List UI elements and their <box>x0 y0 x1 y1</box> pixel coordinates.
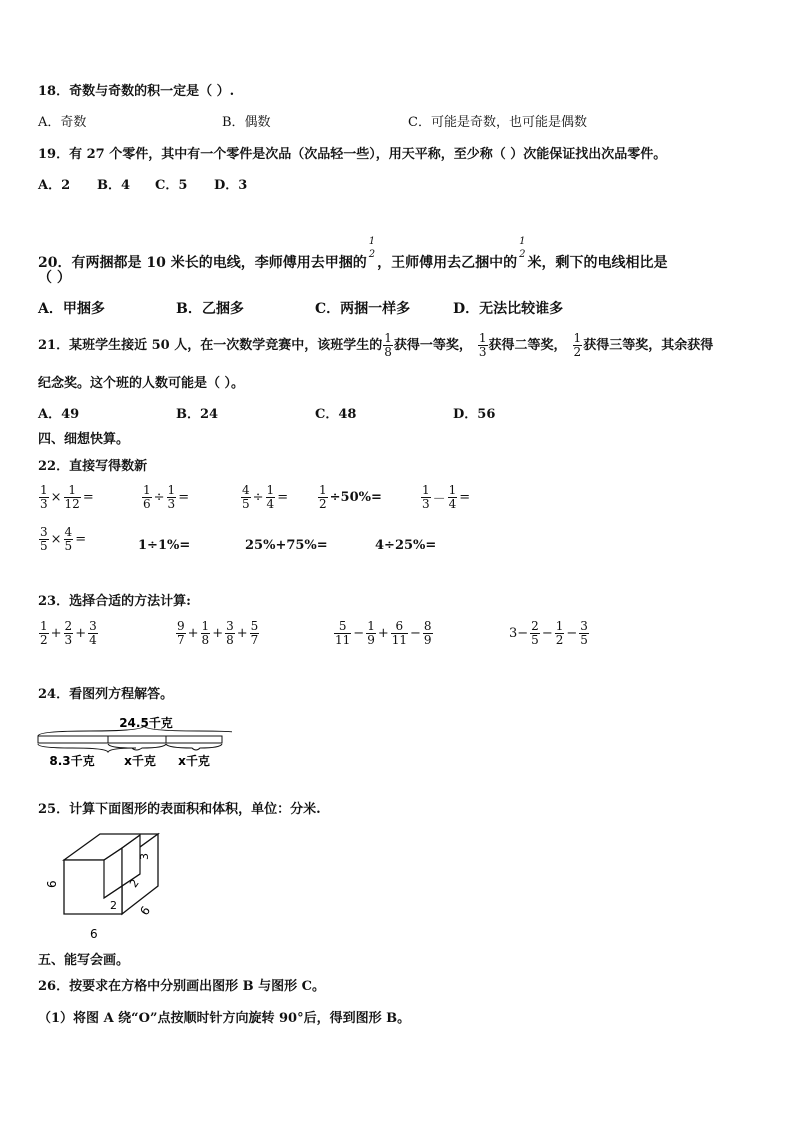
fraction: $\frac{2}{5}$ <box>531 619 539 647</box>
q24-bottom-brace-3 <box>166 744 222 750</box>
section-4-heading: 四、细想快算。 <box>38 432 130 447</box>
q20-text-1: 20．有两捆都是 10 米长的电线，李师傅用去甲捆的 <box>38 255 367 271</box>
fraction: $\frac{5}{7}$ <box>250 619 259 647</box>
q25-cut-h-label: 3 <box>138 853 151 860</box>
q20-option-d: D．无法比较谁多 <box>453 301 564 317</box>
q21-line2: 纪念奖。这个班的人数可能是（ ）。 <box>38 376 245 391</box>
q21-fraction-3: $\frac{1}{2}$ <box>573 331 582 359</box>
q22-expr-2: $\frac{1}{6}$ ÷ $\frac{1}{3}$ = <box>143 483 190 511</box>
q24-stem: 24．看图列方程解答。 <box>38 687 174 702</box>
q20-text-2: ，王师傅用去乙捆中的 <box>377 255 518 271</box>
q22-expr-8: 25%+75%= <box>245 538 328 553</box>
fraction: $\frac{1}{9}$ <box>367 619 375 647</box>
q23-stem: 23．选择合适的方法计算: <box>38 594 191 609</box>
q20-paren: （ ） <box>38 270 71 286</box>
operator: + <box>377 626 389 641</box>
q24-bar <box>38 736 222 743</box>
q24-seg2-label: x千克 <box>124 754 156 768</box>
q21-text-4: 获得三等奖，其余获得 <box>583 338 714 353</box>
q21-text-3: 获得二等奖， <box>488 338 567 353</box>
q21-fraction-2: $\frac{1}{3}$ <box>478 331 487 359</box>
q23-expr-1 <box>38 620 99 647</box>
operator: − <box>353 626 365 641</box>
operator: + <box>236 626 248 641</box>
q25-stem: 25．计算下面图形的表面积和体积，单位：分米. <box>38 802 321 817</box>
operator: − <box>566 626 578 641</box>
q24-total-label: 24.5千克 <box>119 716 173 730</box>
q25-height-label: 6 <box>45 880 59 888</box>
q18-option-a: A．奇数 <box>38 115 87 130</box>
q18-option-c: C．可能是奇数，也可能是偶数 <box>408 115 587 130</box>
q20-stem <box>38 235 667 271</box>
operator: + <box>50 626 62 641</box>
operator: − <box>541 626 553 641</box>
q24-seg1-label: 8.3千克 <box>49 754 95 768</box>
section-5-heading: 五、能写会画。 <box>38 953 130 968</box>
q25-cut-w-label: 2 <box>110 899 117 912</box>
q25-width-label: 6 <box>90 927 98 941</box>
q19-option-d: D．3 <box>214 178 248 193</box>
operator: + <box>75 626 87 641</box>
fraction: $\frac{1}{2}$ <box>40 619 48 647</box>
q18-option-b: B．偶数 <box>222 115 271 130</box>
q25-depth-label: 6 <box>137 903 154 919</box>
q19-option-b: B．4 <box>97 178 131 193</box>
q22-stem: 22．直接写得数新 <box>38 459 148 474</box>
q18-stem: 18．奇数与奇数的积一定是（ ）. <box>38 84 235 99</box>
q21-text-2: 获得一等奖， <box>393 338 472 353</box>
q21-option-c: C．48 <box>315 407 357 422</box>
q20-text-3: 米，剩下的电线相比是 <box>527 255 668 271</box>
q23-expr-4: 3− $\frac{2}{5}$ − $\frac{1}{2}$ − $\frac{3}{5}$ <box>509 619 588 647</box>
q20-fraction-2: 1 2 <box>519 236 526 260</box>
q21-option-a: A．49 <box>38 407 80 422</box>
fraction: $\frac{5}{11}$ <box>335 619 351 647</box>
q24-seg3-label: x千克 <box>178 754 210 768</box>
q20-option-a: A．甲捆多 <box>38 301 105 317</box>
fraction: $\frac{2}{3}$ <box>64 619 73 647</box>
q24-line-diagram <box>32 710 232 774</box>
q25-cube-figure <box>40 826 170 946</box>
q25-cut-d-label: 2 <box>127 876 142 891</box>
fraction: $\frac{1}{2}$ <box>555 619 564 647</box>
q26-stem: 26．按要求在方格中分别画出图形 B 与图形 C。 <box>38 979 326 994</box>
q19-option-c: C．5 <box>155 178 188 193</box>
q22-expr-5: $\frac{1}{3}$ － $\frac{1}{4}$ = <box>422 483 471 511</box>
q20-option-c: C．两捆一样多 <box>315 301 411 317</box>
fraction: $\frac{3}{4}$ <box>89 619 97 647</box>
operator: − <box>410 626 421 641</box>
q20-option-b: B．乙捆多 <box>176 301 244 317</box>
q21-option-b: B．24 <box>176 407 219 422</box>
q21-text-1: 21．某班学生接近 50 人，在一次数学竞赛中，该班学生的 <box>38 338 383 353</box>
fraction: $\frac{9}{7}$ <box>177 619 185 647</box>
q21-option-d: D．56 <box>453 407 496 422</box>
q22-expr-3: $\frac{4}{5}$ ÷ $\frac{1}{4}$ = <box>242 483 289 511</box>
q19-stem: 19．有 27 个零件，其中有一个零件是次品（次品轻一些），用天平称，至少称（ ）次能保证找出次品零件。 <box>38 147 667 162</box>
q23-expr-2 <box>175 620 260 647</box>
q26-sub1: （1）将图 A 绕“O”点按顺时针方向旋转 90°后，得到图形 B。 <box>38 1011 411 1026</box>
fraction: $\frac{1}{8}$ <box>201 619 210 647</box>
q21-stem <box>38 332 713 359</box>
q22-expr-7: 1÷1%= <box>138 538 191 553</box>
q22-expr-9: 4÷25%= <box>375 538 437 553</box>
q23-expr-3 <box>333 620 434 647</box>
fraction: $\frac{3}{8}$ <box>226 619 234 647</box>
fraction: $\frac{6}{11}$ <box>391 619 408 647</box>
q22-expr-1: $\frac{1}{3}$ × $\frac{1}{12}$ = <box>40 483 94 511</box>
q22-expr-6: $\frac{3}{5}$ × $\frac{4}{5}$ = <box>40 525 87 553</box>
fraction: $\frac{3}{5}$ <box>580 619 588 647</box>
operator: + <box>187 626 199 641</box>
q19-option-a: A．2 <box>38 178 71 193</box>
operator: + <box>212 626 224 641</box>
q20-fraction-1: 1 2 <box>368 236 376 260</box>
q22-expr-4: $\frac{1}{2}$ ÷50%= <box>319 483 382 511</box>
q21-fraction-1: $\frac{1}{8}$ <box>384 331 392 359</box>
fraction: $\frac{8}{9}$ <box>423 619 432 647</box>
